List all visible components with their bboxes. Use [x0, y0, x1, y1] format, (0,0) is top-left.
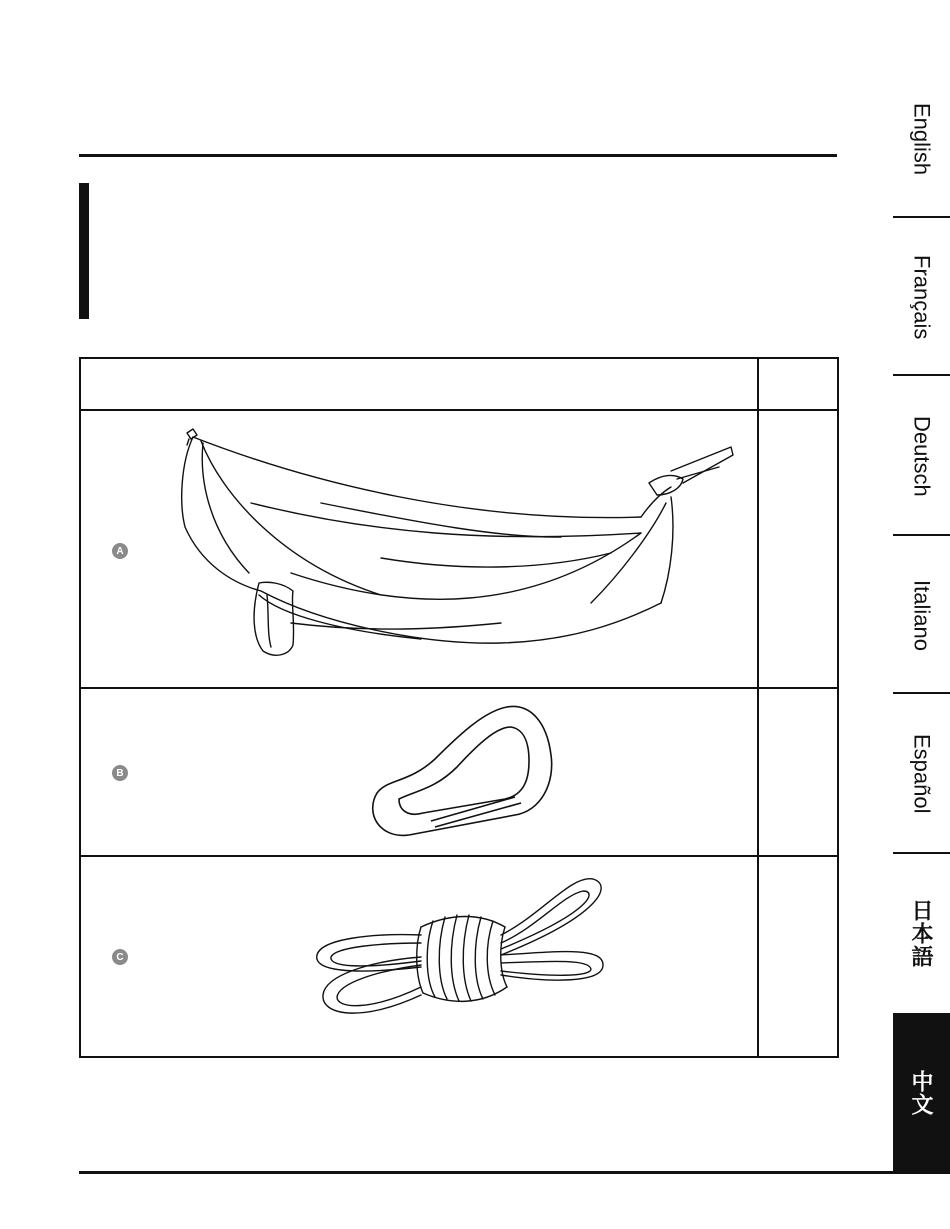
tab-chinese[interactable] [893, 1013, 950, 1173]
tab-deutsch-label: Deutsch [909, 415, 935, 497]
table-row-hammock [81, 409, 837, 689]
tab-espanol-label: Español [909, 734, 935, 814]
tab-francais[interactable] [893, 218, 950, 376]
tab-francais-label: Français [909, 254, 935, 340]
bottom-rule [79, 1171, 950, 1174]
coiled-rope-illustration [311, 875, 611, 1025]
tab-italiano[interactable] [893, 536, 950, 694]
tab-english[interactable] [893, 60, 950, 218]
tab-japanese-label: 日本語 [909, 898, 934, 968]
language-tab-strip [893, 60, 950, 1175]
table-header-row [81, 359, 837, 409]
tab-italiano-label: Italiano [909, 579, 935, 651]
marker-c: C [112, 949, 128, 965]
table-row-carabiner [81, 687, 837, 857]
tab-english-label: English [909, 102, 935, 176]
marker-a: A [112, 543, 128, 559]
tab-chinese-label: 中文 [909, 1070, 934, 1116]
top-rule [79, 154, 837, 157]
carabiner-illustration [365, 703, 565, 843]
tab-deutsch[interactable] [893, 376, 950, 536]
hammock-illustration [171, 423, 741, 663]
marker-b: B [112, 765, 128, 781]
tab-espanol[interactable] [893, 694, 950, 854]
table-row-rope [81, 855, 837, 1060]
section-marker-bar [79, 183, 89, 319]
tab-japanese[interactable] [893, 854, 950, 1012]
parts-table [79, 357, 839, 1058]
